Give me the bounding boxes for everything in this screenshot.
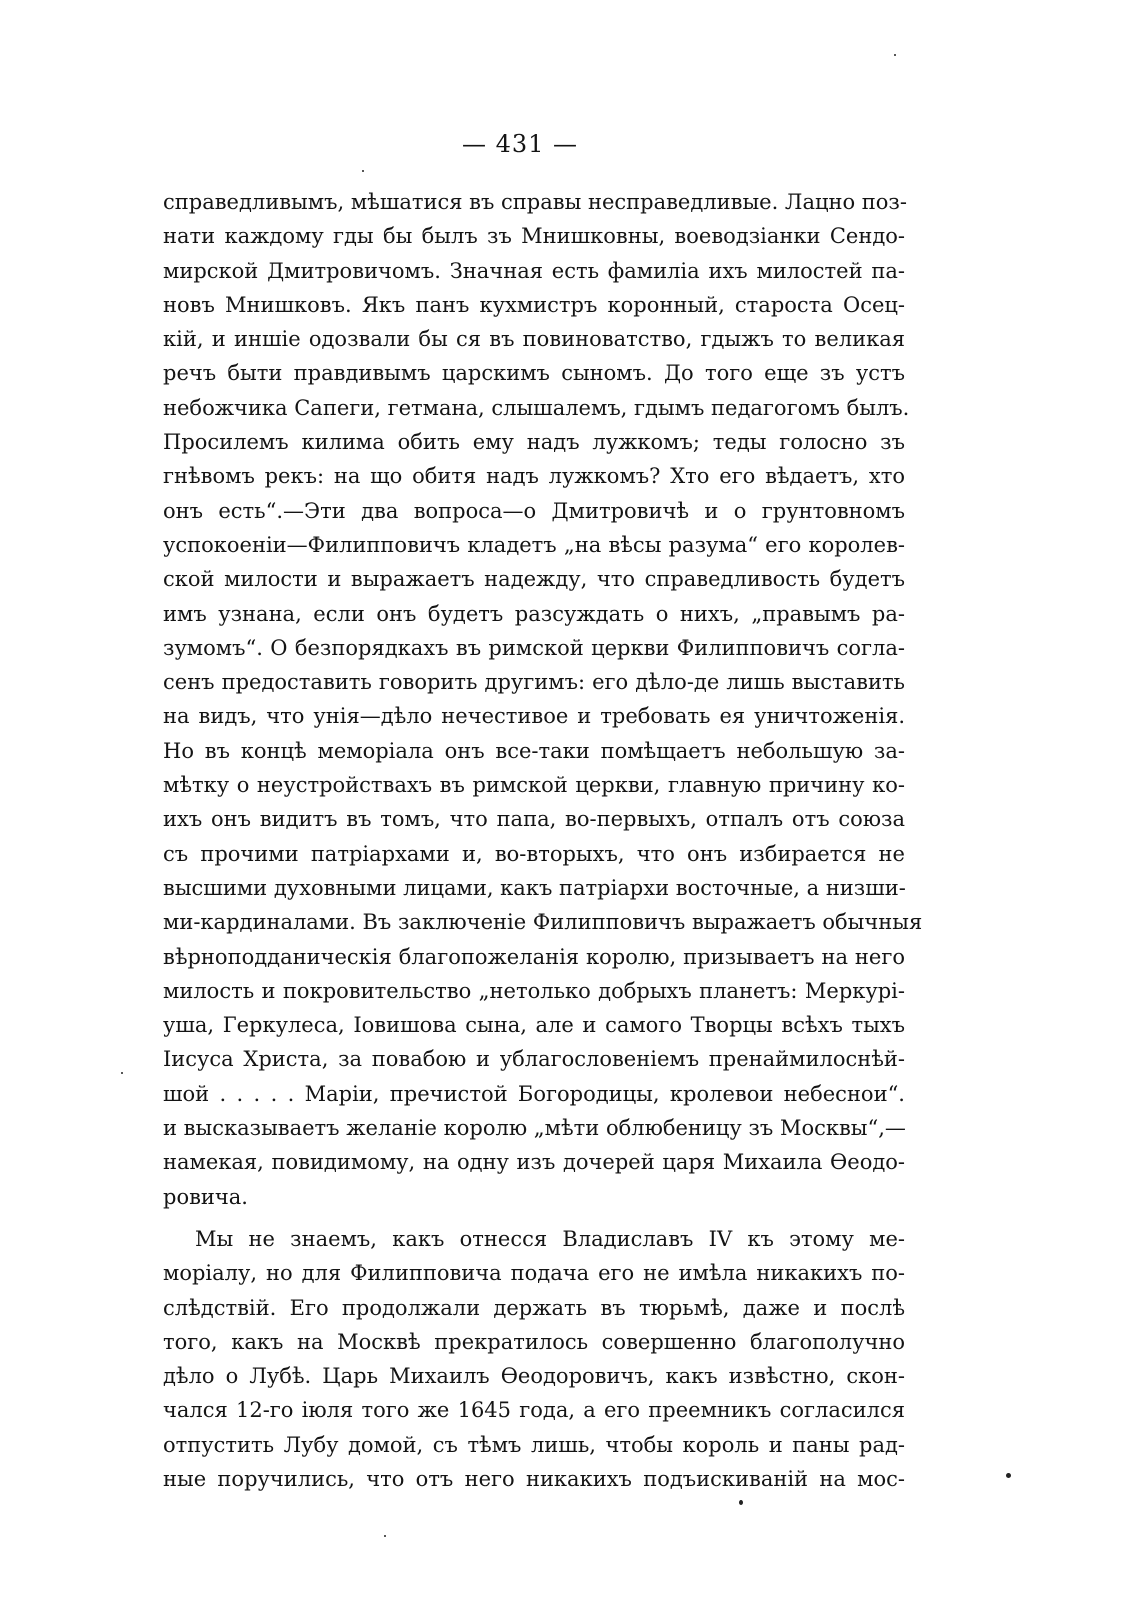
text-line: на видъ, что унiя—дѣло нечестивое и требовать ея уничтоженiя.	[163, 704, 905, 729]
text-line: ные поручились, что отъ него никакихъ подъискиванiй на мос-	[163, 1466, 905, 1491]
text-line: Просилемъ килима обить ему надъ лужкомъ; теды голосно зъ	[163, 430, 905, 455]
text-line: сенъ предоставить говорить другимъ: его дѣло-де лишь выставить	[163, 670, 905, 695]
scan-speck	[739, 1500, 743, 1505]
paragraph-spacer	[163, 1214, 905, 1222]
text-line: успокоенiи—Филипповичъ кладетъ „на вѣсы разума“ его королев-	[163, 532, 905, 557]
text-line: новъ Мнишковъ. Якъ панъ кухмистръ коронный, староста Осец-	[163, 292, 905, 317]
text-line: мирской Дмитровичомъ. Значная есть фамилiа ихъ милостей па-	[163, 258, 905, 283]
text-line: уша, Геркулеса, Iовишова сына, але и самого Творцы всѣхъ тыхъ	[163, 1013, 905, 1038]
text-line: кiй, и иншiе одозвали бы ся въ повиноватство, гдыжъ то великая	[163, 327, 905, 352]
text-line: онъ есть“.—Эти два вопроса—о Дмитровичѣ и о грунтовномъ	[163, 498, 905, 523]
scan-speck	[362, 170, 364, 172]
text-line: зумомъ“. О безпорядкахъ въ римской церкви Филипповичъ согла-	[163, 635, 905, 660]
text-line: съ прочими патрiархами и, во-вторыхъ, что онъ избирается не	[163, 841, 905, 866]
text-line: того, какъ на Москвѣ прекратилось совершенно благополучно	[163, 1329, 905, 1354]
text-line: и высказываетъ желанiе королю „мѣти облюбеницу зъ Москвы“,—	[163, 1116, 906, 1141]
text-line: вѣрноподданическiя благопожеланiя королю, призываетъ на него	[163, 944, 905, 969]
text-line: дѣло о Лубѣ. Царь Михаилъ Өеодоровичъ, какъ извѣстно, скон-	[163, 1364, 905, 1389]
page-number: — 431 —	[461, 130, 579, 158]
text-line: намекая, повидимому, на одну изъ дочерей царя Михаила Өеодо-	[163, 1150, 905, 1175]
text-line: Iисуса Христа, за повабою и ублагословенiемъ пренаймилоснѣй-	[163, 1047, 905, 1072]
text-line: небожчика Сапеги, гетмана, слышалемъ, гдымъ педагогомъ былъ.	[163, 395, 910, 420]
text-line: слѣдствiй. Его продолжали держать въ тюрьмѣ, даже и послѣ	[163, 1295, 905, 1320]
paragraph-2	[163, 1222, 905, 1496]
text-line: Мы не знаемъ, какъ отнесся Владиславъ IV къ этому ме-	[195, 1226, 905, 1251]
scan-speck	[894, 54, 896, 56]
text-line: справедливымъ, мѣшатися въ справы несправедливые. Лацно поз-	[163, 190, 907, 214]
scan-speck	[121, 1072, 123, 1074]
text-line: гнѣвомъ рекъ: на що обитя надъ лужкомъ? Хто его вѣдаетъ, хто	[163, 464, 905, 489]
text-line: мѣтку о неустройствахъ въ римской церкви, главную причину ко-	[163, 773, 905, 798]
text-line: имъ узнана, если онъ будетъ разсуждать о нихъ, „правымъ ра-	[163, 601, 905, 626]
text-line: чался 12-го iюля того же 1645 года, а его преемникъ согласился	[163, 1398, 905, 1423]
text-line: речъ быти правдивымъ царскимъ сыномъ. До того еще зъ устъ	[163, 361, 905, 386]
paragraph-1	[163, 185, 923, 1214]
text-line: отпустить Лубу домой, съ тѣмъ лишь, чтобы король и паны рад-	[163, 1432, 905, 1457]
text-line: ихъ онъ видитъ въ томъ, что папа, во-первыхъ, отпалъ отъ союза	[163, 807, 905, 832]
scan-speck	[384, 1535, 386, 1537]
text-line: шой . . . . . Марiи, пречистой Богородицы, кролевои небеснои“.	[163, 1081, 905, 1106]
text-line: Но въ концѣ меморiала онъ все-таки помѣщаетъ небольшую за-	[163, 738, 905, 763]
text-line: морiалу, но для Филипповича подача его не имѣла никакихъ по-	[163, 1261, 905, 1286]
text-line: ми-кардиналами. Въ заключенiе Филипповичъ выражаетъ обычныя	[163, 910, 923, 935]
body-text	[163, 185, 923, 1496]
text-line: милость и покровительство „нетолько добрыхъ планетъ: Меркурi-	[163, 978, 905, 1003]
text-line: высшими духовными лицами, какъ патрiархи восточные, а низши-	[163, 875, 906, 900]
scan-speck	[1006, 1473, 1011, 1478]
text-line: нати каждому гды бы былъ зъ Мнишковны, воеводзiанки Сендо-	[163, 224, 905, 249]
text-line: ровича.	[163, 1184, 248, 1209]
text-line: ской милости и выражаетъ надежду, что справедливость будетъ	[163, 567, 905, 592]
